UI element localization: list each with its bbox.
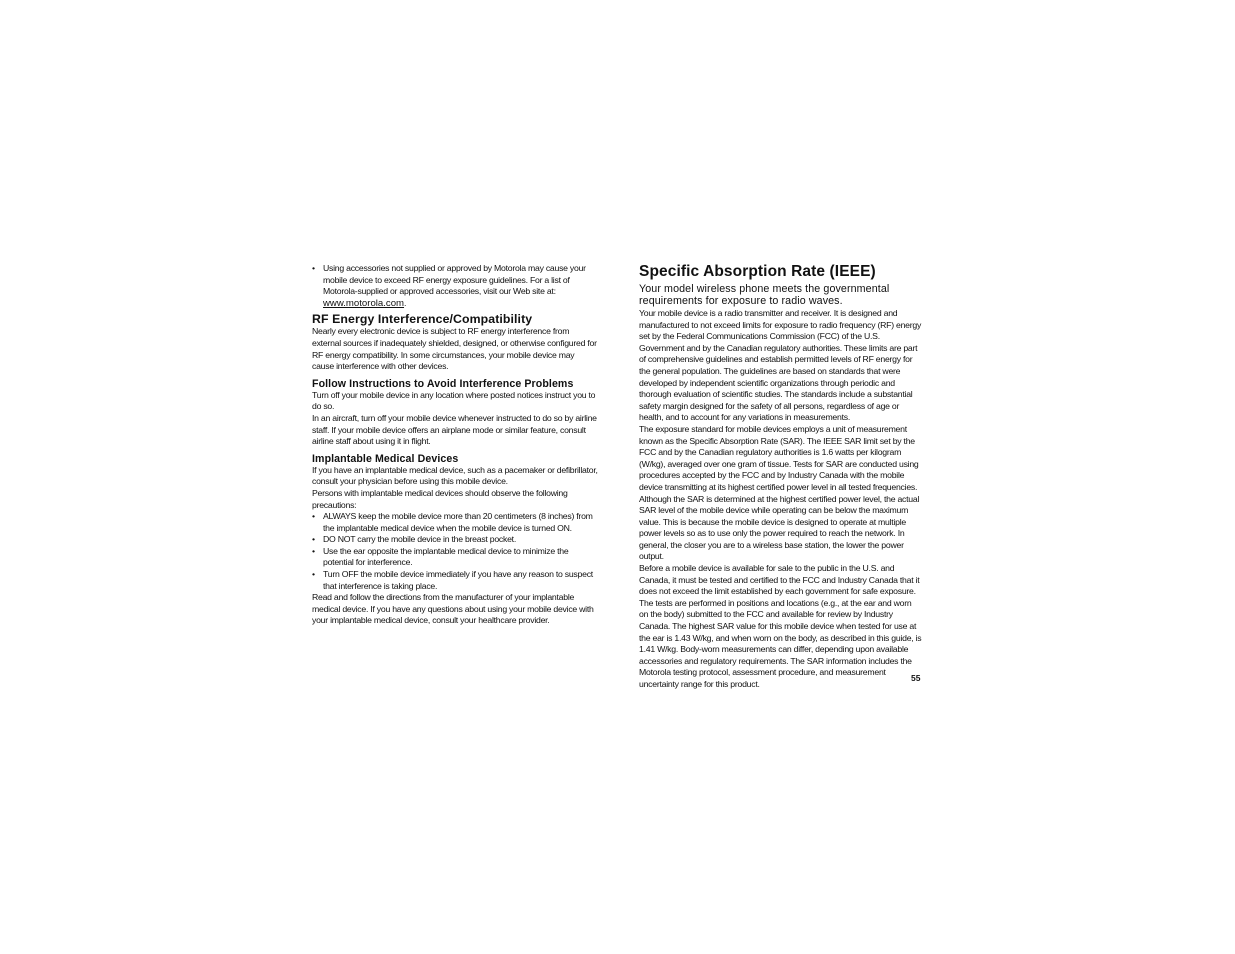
period: . xyxy=(404,297,407,308)
precaution-text: ALWAYS keep the mobile device more than 20 centimeters (8 inches) from the implantable medical device when the mobile device is turned ON. xyxy=(323,511,593,533)
sar-title: Specific Absorption Rate (IEEE) xyxy=(639,263,876,280)
sar-paragraph-1: Your mobile device is a radio transmitter and receiver. It is designed and manufactured to not exceed limits for exposure to radio frequency (RF) energy set by the Federal Communications Commission (FCC) of the U.S. Government and by the Canadian regulatory authorities. These limits are part of comprehensive guidelines and establish permitted levels of RF energy for the general population. The guidelines are based on standards that were developed by independent scientific organizations through periodic and thorough evaluation of scientific studies. The standards include a substantial safety margin designed for the safety of all persons, regardless of age or health, and to account for any variations in measurements. xyxy=(639,308,922,423)
implantable-paragraph-3: Read and follow the directions from the manufacturer of your implantable medical device. If you have any questions about using your mobile device with your implantable medical device, consult your healthcare provider. xyxy=(312,592,594,626)
page-number: 55 xyxy=(911,673,921,683)
follow-instructions-paragraph-1: Turn off your mobile device in any location where posted notices instruct you to do so. xyxy=(312,389,596,412)
precaution-text: Use the ear opposite the implantable medical device to minimize the potential for interference. xyxy=(323,545,569,568)
follow-instructions-paragraph-2: In an aircraft, turn off your mobile device whenever instructed to do so by airline staff. If your mobile device offers an airplane mode or similar feature, consult airline staff about using it in flight. xyxy=(312,412,597,447)
accessories-text: Using accessories not supplied or approved by Motorola may cause your mobile device to exceed RF energy exposure guidelines. For a list of Motorola-supplied or approved accessories, visit our Web site at: xyxy=(323,263,586,297)
motorola-website-link[interactable]: www.motorola.com xyxy=(323,297,405,309)
bullet-icon: • xyxy=(312,511,315,522)
rf-interference-paragraph: Nearly every electronic device is subject to RF energy interference from external sources if inadequately shielded, designed, or otherwise configured for RF energy compatibility. In some circumstances, your mobile device may cause interference with other devices. xyxy=(312,326,597,372)
sar-paragraph-2: The exposure standard for mobile devices employs a unit of measurement known as the Specific Absorption Rate (SAR). The IEEE SAR limit set by the FCC and by the Canadian regulatory authorities is 1.6 watts per kilogram (W/kg), averaged over one gram of tissue. Tests for SAR are conducted using procedures accepted by the FCC and by Industry Canada with the mobile device transmitting at its highest certified power level in all tested frequencies. Although the SAR is determined at the highest certified power level, the actual SAR level of the mobile device while operating can be below the maximum value. This is because the mobile device is designed to operate at multiple power levels so as to use only the power required to reach the network. In general, the closer you are to a wireless base station, the lower the power output. xyxy=(639,423,920,562)
implantable-devices-heading: Implantable Medical Devices xyxy=(312,452,459,465)
bullet-icon: • xyxy=(312,545,315,556)
bullet-icon: • xyxy=(312,569,315,580)
list-item xyxy=(312,263,598,309)
right-column xyxy=(639,262,922,691)
precaution-text: DO NOT carry the mobile device in the breast pocket. xyxy=(323,534,517,545)
implantable-paragraph-1: If you have an implantable medical device, such as a pacemaker or defibrillator, consult your physician before using this mobile device. xyxy=(312,464,598,487)
implantable-paragraph-2: Persons with implantable medical devices should observe the following precautions: xyxy=(312,487,568,510)
follow-instructions-heading: Follow Instructions to Avoid Interference Problems xyxy=(312,377,574,390)
list-item xyxy=(312,546,598,569)
accessories-bullet-list xyxy=(312,263,598,309)
precautions-bullet-list xyxy=(312,511,598,592)
left-column xyxy=(312,263,598,627)
bullet-icon: • xyxy=(312,534,315,545)
sar-subtitle: Your model wireless phone meets the governmental requirements for exposure to radio waves. xyxy=(639,283,890,307)
precaution-text: Turn OFF the mobile device immediately if you have any reason to suspect that interference is taking place. xyxy=(323,569,593,591)
list-item xyxy=(312,534,598,546)
bullet-icon: • xyxy=(312,263,315,273)
rf-interference-heading: RF Energy Interference/Compatibility xyxy=(312,312,533,327)
sar-paragraph-3: Before a mobile device is available for sale to the public in the U.S. and Canada, it must be tested and certified to the FCC and Industry Canada that it does not exceed the limit established by each government for safe exposure. The tests are performed in positions and locations (e.g., at the ear and worn on the body) submitted to the FCC and available for review by Industry Canada. The highest SAR value for this mobile device when tested for use at the ear is 1.43 W/kg, and when worn on the body, as described in this guide, is 1.41 W/kg. Body-worn measurements can differ, depending upon available accessories and regulatory requirements. The SAR information includes the Motorola testing protocol, assessment procedure, and measurement uncertainty range for this product. xyxy=(639,563,922,689)
list-item xyxy=(312,569,598,592)
list-item xyxy=(312,511,598,534)
